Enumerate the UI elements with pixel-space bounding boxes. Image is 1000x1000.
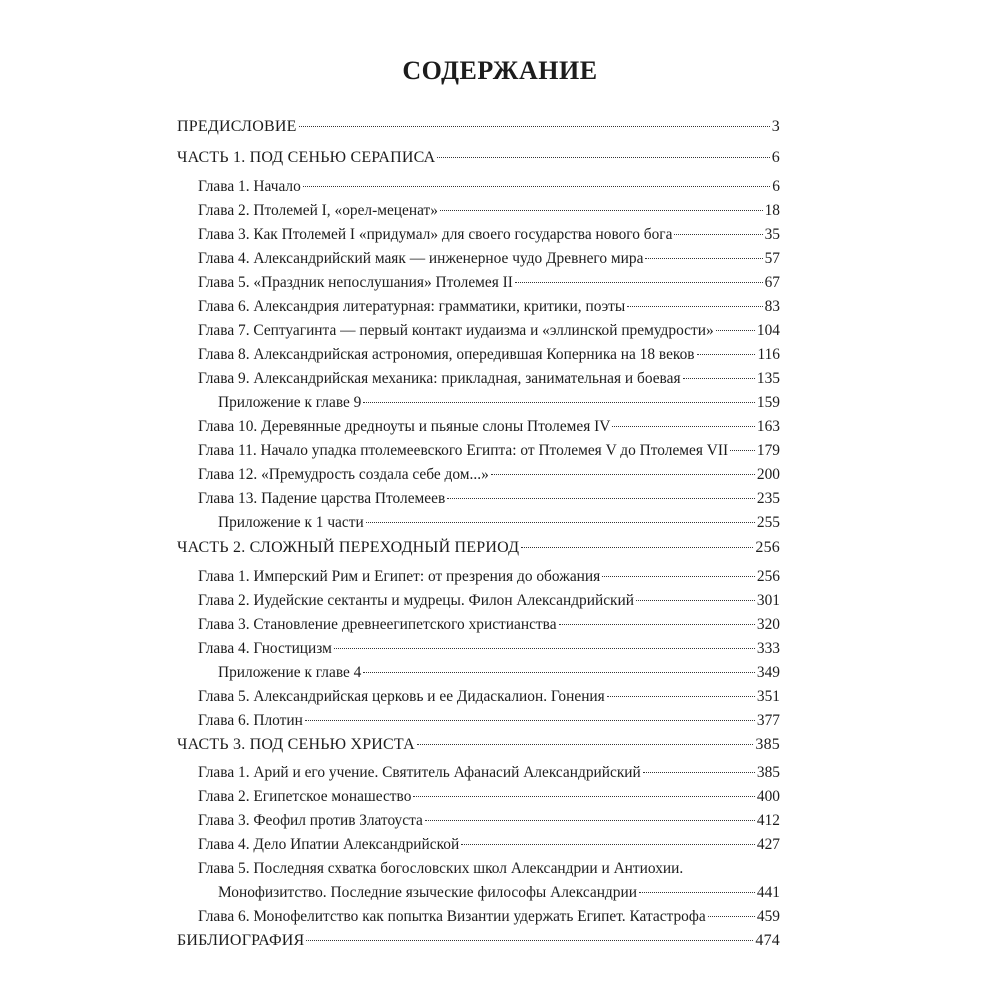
toc-entry-p1-ch6[interactable] bbox=[198, 298, 780, 316]
entry-label: ПРЕДИСЛОВИЕ bbox=[177, 118, 297, 135]
toc-entry-p1-ch10[interactable] bbox=[198, 418, 780, 436]
entry-page: 3 bbox=[771, 118, 780, 135]
dot-leader bbox=[366, 522, 755, 523]
entry-label: Глава 9. Александрийская механика: прикладная, занимательная и боевая bbox=[198, 370, 681, 387]
entry-page: 163 bbox=[756, 418, 780, 435]
dot-leader bbox=[607, 696, 755, 697]
entry-label: Глава 2. Иудейские сектанты и мудрецы. Филон Александрийский bbox=[198, 592, 634, 609]
entry-label: Глава 4. Дело Ипатии Александрийской bbox=[198, 836, 460, 853]
toc-entry-p3-ch4[interactable] bbox=[198, 836, 780, 854]
entry-page: 320 bbox=[756, 616, 780, 633]
toc-entry-p1-ch4[interactable] bbox=[198, 250, 780, 268]
entry-label: Глава 13. Падение царства Птолемеев bbox=[198, 490, 446, 507]
toc-entry-p1-ch13[interactable] bbox=[198, 490, 780, 508]
dot-leader bbox=[334, 648, 755, 649]
dot-leader bbox=[627, 306, 762, 307]
entry-page: 377 bbox=[756, 712, 780, 729]
dot-leader bbox=[461, 844, 755, 845]
dot-leader bbox=[417, 744, 754, 745]
dot-leader bbox=[363, 402, 755, 403]
toc-entry-p1-appendix[interactable] bbox=[218, 514, 780, 532]
entry-label: Глава 1. Арий и его учение. Святитель Афанасий Александрийский bbox=[198, 764, 641, 781]
entry-label: Глава 5. «Праздник непослушания» Птолемея II bbox=[198, 274, 513, 291]
entry-page: 385 bbox=[756, 764, 780, 781]
dot-leader bbox=[643, 772, 755, 773]
entry-label: Глава 5. Александрийская церковь и ее Дидаскалион. Гонения bbox=[198, 688, 605, 705]
dot-leader bbox=[306, 940, 753, 941]
toc-entry-p1-ch3[interactable] bbox=[198, 226, 780, 244]
toc-entry-p2-ch1[interactable] bbox=[198, 568, 780, 586]
toc-entry-p2-ch2[interactable] bbox=[198, 592, 780, 610]
dot-leader bbox=[515, 282, 763, 283]
entry-label: Монофизитство. Последние языческие философы Александрии bbox=[218, 884, 637, 901]
dot-leader bbox=[521, 547, 753, 548]
entry-page: 400 bbox=[756, 788, 780, 805]
dot-leader bbox=[612, 426, 755, 427]
entry-label: Глава 4. Александрийский маяк — инженерное чудо Древнего мира bbox=[198, 250, 644, 267]
dot-leader bbox=[636, 600, 755, 601]
entry-label: Глава 12. «Премудрость создала себе дом...» bbox=[198, 466, 489, 483]
toc-entry-p3-ch1[interactable] bbox=[198, 764, 780, 782]
toc-entry-p3-ch2[interactable] bbox=[198, 788, 780, 806]
entry-label: Глава 6. Александрия литературная: грамматики, критики, поэты bbox=[198, 298, 626, 315]
entry-page: 83 bbox=[764, 298, 780, 315]
dot-leader bbox=[413, 796, 755, 797]
entry-page: 256 bbox=[756, 568, 780, 585]
entry-label: Глава 5. Последняя схватка богословских школ Александрии и Антиохии. bbox=[198, 860, 684, 877]
entry-label: Глава 2. Египетское монашество bbox=[198, 788, 412, 805]
dot-leader bbox=[602, 576, 755, 577]
toc-entry-p2-ch4[interactable] bbox=[198, 640, 780, 658]
dot-leader bbox=[674, 234, 762, 235]
entry-page: 179 bbox=[756, 442, 780, 459]
entry-page: 57 bbox=[764, 250, 780, 267]
toc-entry-p1-ch2[interactable] bbox=[198, 202, 780, 220]
toc-entry-p3-ch5-line1[interactable] bbox=[198, 860, 683, 878]
entry-label: Глава 10. Деревянные дредноуты и пьяные слоны Птолемея IV bbox=[198, 418, 611, 435]
entry-label: БИБЛИОГРАФИЯ bbox=[177, 932, 305, 949]
dot-leader bbox=[299, 126, 770, 127]
entry-page: 385 bbox=[755, 736, 780, 753]
toc-entry-p2-ch3[interactable] bbox=[198, 616, 780, 634]
entry-page: 6 bbox=[772, 178, 780, 195]
entry-page: 255 bbox=[756, 514, 780, 531]
toc-entry-p1-ch9[interactable] bbox=[198, 370, 780, 388]
entry-page: 427 bbox=[756, 836, 780, 853]
entry-label: Глава 1. Начало bbox=[198, 178, 301, 195]
toc-entry-p1-appendix-ch9[interactable] bbox=[218, 394, 780, 412]
toc-entry-p3-ch3[interactable] bbox=[198, 812, 780, 830]
entry-page: 441 bbox=[756, 884, 780, 901]
toc-entry-preface[interactable] bbox=[177, 118, 780, 136]
entry-page: 35 bbox=[764, 226, 780, 243]
entry-label: Глава 3. Феофил против Златоуста bbox=[198, 812, 423, 829]
entry-label: Глава 7. Септуагинта — первый контакт иудаизма и «эллинской премудрости» bbox=[198, 322, 714, 339]
toc-entry-p3-ch5-line2[interactable] bbox=[218, 884, 780, 902]
toc-entry-p1-ch12[interactable] bbox=[198, 466, 780, 484]
entry-page: 412 bbox=[756, 812, 780, 829]
entry-page: 333 bbox=[756, 640, 780, 657]
entry-page: 200 bbox=[756, 466, 780, 483]
entry-page: 67 bbox=[764, 274, 780, 291]
dot-leader bbox=[645, 258, 762, 259]
dot-leader bbox=[437, 157, 769, 158]
entry-label: Глава 6. Монофелитство как попытка Византии удержать Египет. Катастрофа bbox=[198, 908, 706, 925]
entry-page: 116 bbox=[757, 346, 780, 363]
entry-page: 104 bbox=[756, 322, 780, 339]
entry-page: 6 bbox=[771, 149, 780, 166]
dot-leader bbox=[730, 450, 755, 451]
entry-page: 135 bbox=[756, 370, 780, 387]
dot-leader bbox=[559, 624, 755, 625]
entry-label: ЧАСТЬ 2. СЛОЖНЫЙ ПЕРЕХОДНЫЙ ПЕРИОД bbox=[177, 539, 520, 556]
toc-entry-part-2[interactable] bbox=[177, 539, 780, 557]
dot-leader bbox=[303, 186, 771, 187]
toc-entry-p3-ch6[interactable] bbox=[198, 908, 780, 926]
toc-entry-p1-ch7[interactable] bbox=[198, 322, 780, 340]
entry-page: 235 bbox=[756, 490, 780, 507]
entry-label: Глава 11. Начало упадка птолемеевского Египта: от Птолемея V до Птолемея VII bbox=[198, 442, 729, 459]
dot-leader bbox=[639, 892, 755, 893]
toc-entry-p2-ch5[interactable] bbox=[198, 688, 780, 706]
entry-label: Глава 8. Александрийская астрономия, опередившая Коперника на 18 веков bbox=[198, 346, 695, 363]
dot-leader bbox=[697, 354, 756, 355]
entry-page: 256 bbox=[755, 539, 780, 556]
toc-entry-p1-ch8[interactable] bbox=[198, 346, 780, 364]
entry-page: 349 bbox=[756, 664, 780, 681]
entry-page: 159 bbox=[756, 394, 780, 411]
toc-entry-part-3[interactable] bbox=[177, 736, 780, 754]
entry-label: Приложение к главе 9 bbox=[218, 394, 362, 411]
toc-entry-p1-ch1[interactable] bbox=[198, 178, 780, 196]
toc-entry-p1-ch5[interactable] bbox=[198, 274, 780, 292]
dot-leader bbox=[491, 474, 755, 475]
dot-leader bbox=[447, 498, 755, 499]
dot-leader bbox=[708, 916, 755, 917]
entry-label: Глава 4. Гностицизм bbox=[198, 640, 332, 657]
dot-leader bbox=[305, 720, 755, 721]
entry-label: Глава 3. Становление древнеегипетского христианства bbox=[198, 616, 557, 633]
toc-entry-part-1[interactable] bbox=[177, 149, 780, 167]
toc-entry-p2-ch6[interactable] bbox=[198, 712, 780, 730]
dot-leader bbox=[440, 210, 763, 211]
toc-entry-p2-appendix-ch4[interactable] bbox=[218, 664, 780, 682]
dot-leader bbox=[716, 330, 755, 331]
toc-entry-p1-ch11[interactable] bbox=[198, 442, 780, 460]
entry-page: 474 bbox=[755, 932, 780, 949]
entry-page: 301 bbox=[756, 592, 780, 609]
toc-entry-bibliography[interactable] bbox=[177, 932, 780, 950]
dot-leader bbox=[425, 820, 755, 821]
dot-leader bbox=[683, 378, 755, 379]
entry-page: 18 bbox=[764, 202, 780, 219]
entry-label: Глава 1. Имперский Рим и Египет: от презрения до обожания bbox=[198, 568, 601, 585]
dot-leader bbox=[363, 672, 755, 673]
entry-label: ЧАСТЬ 3. ПОД СЕНЬЮ ХРИСТА bbox=[177, 736, 415, 753]
entry-label: Глава 3. Как Птолемей I «придумал» для своего государства нового бога bbox=[198, 226, 673, 243]
page-title: СОДЕРЖАНИЕ bbox=[402, 56, 598, 85]
entry-label: Глава 6. Плотин bbox=[198, 712, 303, 729]
entry-label: Приложение к 1 части bbox=[218, 514, 364, 531]
entry-label: Приложение к главе 4 bbox=[218, 664, 362, 681]
entry-label: ЧАСТЬ 1. ПОД СЕНЬЮ СЕРАПИСА bbox=[177, 149, 436, 166]
entry-label: Глава 2. Птолемей I, «орел-меценат» bbox=[198, 202, 438, 219]
entry-page: 459 bbox=[756, 908, 780, 925]
entry-page: 351 bbox=[756, 688, 780, 705]
